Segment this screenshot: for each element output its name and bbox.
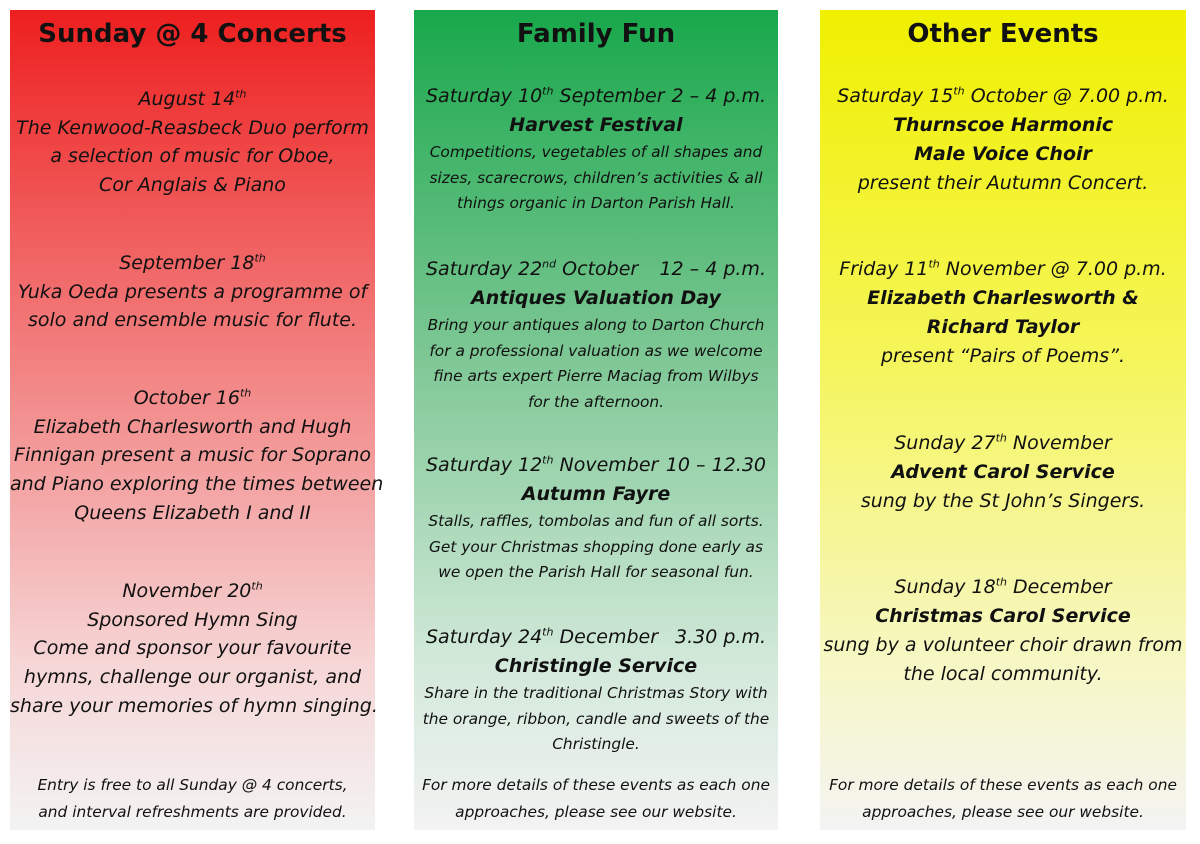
date-text: September 18 — [119, 252, 255, 274]
event-date — [820, 573, 1186, 602]
event-time: 3.30 p.m. — [675, 626, 766, 648]
concert-event — [10, 577, 378, 721]
event-date — [426, 623, 658, 652]
event-date — [820, 429, 1186, 458]
date-suffix: th — [239, 386, 252, 400]
date-suffix: th — [953, 84, 965, 98]
event-line: Come and sponsor your favourite — [33, 637, 352, 660]
day-text: Saturday 22 — [426, 258, 543, 280]
event-line: Sponsored Hymn Sing — [87, 608, 298, 631]
event-line: Yuka Oeda presents a programme of — [17, 280, 368, 303]
event-line: solo and ensemble music for flute. — [27, 309, 358, 332]
other-events-title: Other Events — [907, 19, 1099, 49]
event-description: Christingle. — [552, 735, 640, 753]
other-events-footer — [820, 772, 1186, 826]
event-description: Bring your antiques along to Darton Church — [427, 316, 765, 334]
date-suffix: th — [928, 257, 940, 271]
event-date-row — [414, 255, 778, 284]
concerts-footer — [10, 772, 375, 826]
event-time: 10 – 12.30 — [665, 454, 766, 476]
event-line: hymns, challenge our organist, and — [23, 666, 362, 689]
event-line: Cor Anglais & Piano — [99, 174, 286, 197]
date-suffix: th — [542, 84, 554, 98]
day-text: Saturday 24 — [426, 626, 543, 648]
month-text: September — [553, 85, 665, 107]
event-description: Get your Christmas shopping done early as — [429, 537, 763, 556]
event-line: present “Pairs of Poems”. — [880, 345, 1126, 367]
event-name: Thurnscoe Harmonic — [892, 114, 1114, 136]
concerts-panel — [10, 10, 384, 830]
date-suffix: th — [235, 87, 247, 101]
event-line: Elizabeth Charlesworth and Hugh — [33, 415, 352, 438]
date-suffix: th — [995, 431, 1007, 445]
event-description: sizes, scarecrows, children’s activities & all — [429, 168, 763, 187]
date-rest: November — [1006, 432, 1112, 454]
event-line: a selection of music for Oboe, — [50, 145, 335, 168]
event-description: Competitions, vegetables of all shapes and — [429, 143, 763, 161]
event-date-row — [414, 451, 778, 480]
event-line: The Kenwood-Reasbeck Duo perform — [16, 116, 369, 139]
month-text: October — [556, 258, 639, 280]
event-line: the local community. — [903, 663, 1103, 685]
event-name: Christingle Service — [494, 655, 698, 677]
event-date — [10, 249, 375, 278]
event-name: Advent Carol Service — [891, 461, 1115, 483]
date-suffix: th — [251, 579, 263, 593]
other-event — [820, 573, 1186, 689]
family-event — [414, 82, 778, 217]
event-name: Christmas Carol Service — [875, 605, 1131, 627]
family-fun-title: Family Fun — [516, 19, 676, 49]
event-date — [426, 255, 638, 284]
event-description: the orange, ribbon, candle and sweets of the — [422, 709, 770, 728]
day-text: Saturday 10 — [426, 85, 543, 107]
month-text: December — [553, 626, 659, 648]
family-fun-panel — [414, 10, 778, 830]
event-date — [426, 82, 665, 111]
event-name: Richard Taylor — [926, 316, 1080, 338]
other-event — [820, 255, 1186, 371]
date-rest: October @ 7.00 p.m. — [964, 85, 1169, 107]
date-suffix: th — [542, 625, 554, 639]
date-text: October 16 — [133, 387, 240, 409]
family-fun-footer — [414, 772, 778, 826]
event-date — [10, 85, 375, 114]
event-line: Queens Elizabeth I and II — [74, 501, 311, 524]
event-time: 12 – 4 p.m. — [659, 258, 766, 280]
event-date — [10, 577, 375, 606]
day-text: Sunday 18 — [894, 576, 996, 598]
footer-line: and interval refreshments are provided. — [38, 803, 347, 821]
event-date — [10, 384, 375, 413]
day-text: Saturday 15 — [837, 85, 954, 107]
family-event — [414, 623, 778, 758]
concert-event — [10, 384, 384, 528]
date-suffix: th — [254, 251, 266, 265]
date-suffix: nd — [542, 257, 557, 271]
other-event — [820, 429, 1186, 516]
concert-event — [10, 249, 375, 335]
day-text: Friday 11 — [839, 258, 929, 280]
date-suffix: th — [995, 575, 1008, 589]
event-description: we open the Parish Hall for seasonal fun. — [438, 563, 754, 581]
date-text: August 14 — [138, 88, 236, 110]
event-time: 2 – 4 p.m. — [671, 85, 766, 107]
event-date — [426, 451, 658, 480]
event-line: Finnigan present a music for Soprano — [14, 444, 371, 467]
event-date — [820, 255, 1186, 284]
footer-line: For more details of these events as each one — [829, 776, 1177, 794]
family-event — [414, 255, 778, 415]
event-name: Harvest Festival — [509, 114, 683, 136]
event-description: Stalls, raffles, tombolas and fun of all sorts. — [428, 512, 764, 530]
concerts-title: Sunday @ 4 Concerts — [38, 19, 347, 49]
event-line: present their Autumn Concert. — [857, 172, 1149, 194]
event-line: and Piano exploring the times between — [10, 473, 384, 496]
event-date — [820, 82, 1186, 111]
footer-line: approaches, please see our website. — [862, 803, 1144, 821]
event-description: for the afternoon. — [527, 392, 665, 411]
event-description: fine arts expert Pierre Maciag from Wilbys — [433, 367, 759, 385]
event-name: Antiques Valuation Day — [471, 287, 721, 309]
event-line: sung by the St John’s Singers. — [860, 490, 1146, 512]
footer-line: Entry is free to all Sunday @ 4 concerts, — [37, 776, 348, 794]
day-text: Saturday 12 — [426, 454, 543, 476]
event-description: for a professional valuation as we welcome — [429, 341, 763, 360]
footer-line: For more details of these events as each one — [422, 776, 770, 794]
date-rest: December — [1007, 576, 1112, 598]
day-text: Sunday 27 — [894, 432, 996, 454]
other-event — [820, 82, 1186, 198]
event-date-row — [414, 82, 778, 111]
event-date-row — [414, 623, 778, 652]
event-name: Male Voice Choir — [914, 143, 1092, 165]
date-rest: November @ 7.00 p.m. — [939, 258, 1167, 280]
family-event — [414, 451, 778, 586]
event-line: share your memories of hymn singing. — [10, 694, 378, 717]
other-events-panel — [820, 10, 1186, 830]
event-line: sung by a volunteer choir drawn from — [823, 634, 1183, 656]
event-name: Autumn Fayre — [521, 483, 671, 505]
event-description: things organic in Darton Parish Hall. — [457, 194, 735, 212]
concert-event — [10, 85, 375, 200]
event-name: Elizabeth Charlesworth & — [867, 287, 1139, 309]
footer-line: approaches, please see our website. — [455, 803, 737, 821]
date-text: November 20 — [122, 580, 252, 602]
month-text: November — [553, 454, 659, 476]
event-description: Share in the traditional Christmas Story with — [424, 684, 768, 702]
date-suffix: th — [542, 453, 554, 467]
